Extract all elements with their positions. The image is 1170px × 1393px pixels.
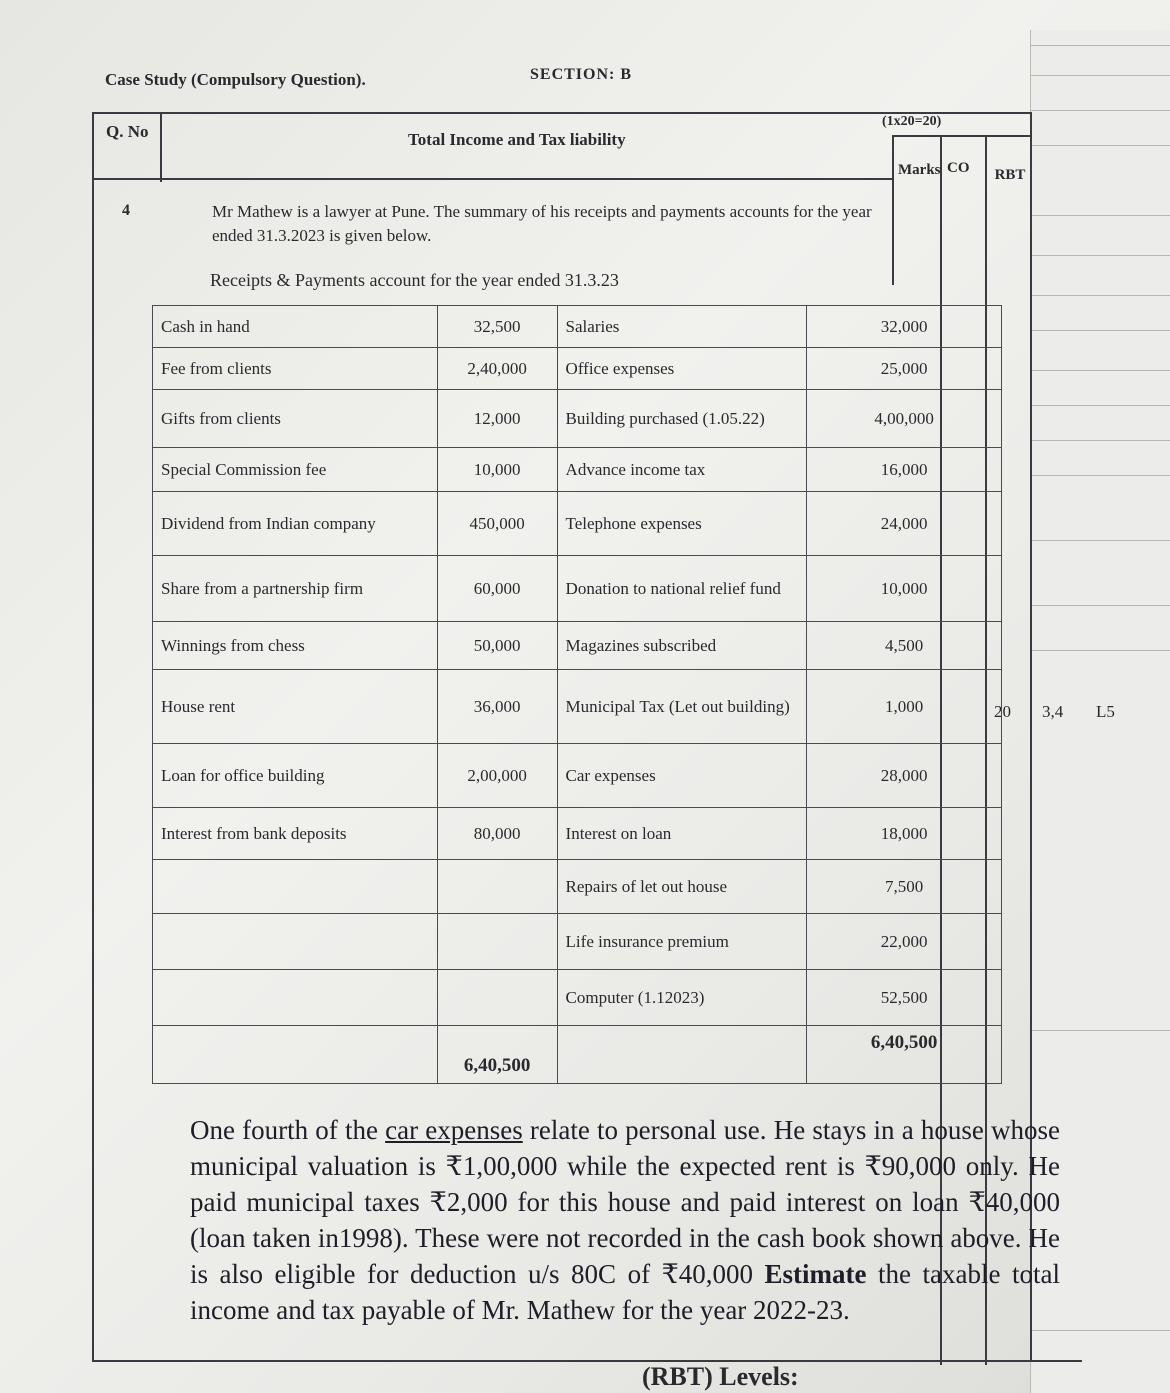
payment-amount: 10,000 (807, 556, 1002, 622)
table-row (153, 670, 1002, 744)
payment-amount: 7,500 (807, 860, 1002, 914)
receipt-amount: 2,40,000 (437, 348, 557, 390)
co-value: 3,4 (1042, 702, 1064, 721)
payment-amount: 28,000 (807, 744, 1002, 808)
table-row (153, 622, 1002, 670)
total-payments: 6,40,500 (807, 1026, 1002, 1084)
payment-amount: 16,000 (807, 448, 1002, 492)
receipt-item: Share from a partnership firm (153, 556, 438, 622)
receipt-item: Interest from bank deposits (153, 808, 438, 860)
payment-amount: 25,000 (807, 348, 1002, 390)
question-title: Total Income and Tax liability (408, 130, 626, 149)
receipt-item: Fee from clients (153, 348, 438, 390)
payment-item: Office expenses (557, 348, 807, 390)
receipt-amount: 80,000 (437, 808, 557, 860)
receipt-item: Dividend from Indian company (153, 492, 438, 556)
payment-item: Municipal Tax (Let out building) (557, 670, 807, 744)
total-receipts: 6,40,500 (437, 1026, 557, 1084)
payment-amount: 52,500 (807, 970, 1002, 1026)
payment-item: Magazines subscribed (557, 622, 807, 670)
table-row (153, 390, 1002, 448)
receipt-amount: 2,00,000 (437, 744, 557, 808)
marks-value: 20 (994, 702, 1011, 721)
receipt-item: Gifts from clients (153, 390, 438, 448)
marks-formula: (1x20=20) (882, 114, 942, 129)
table-row (153, 492, 1002, 556)
receipt-amount: 60,000 (437, 556, 557, 622)
receipt-amount (437, 860, 557, 914)
receipts-payments-table (152, 305, 1002, 1084)
receipt-item: Cash in hand (153, 306, 438, 348)
table-row (153, 448, 1002, 492)
section-heading: SECTION: B (530, 66, 633, 83)
payment-item: Repairs of let out house (557, 860, 807, 914)
payment-item: Car expenses (557, 744, 807, 808)
table-row (153, 914, 1002, 970)
payment-item: Donation to national relief fund (557, 556, 807, 622)
receipt-item: Special Commission fee (153, 448, 438, 492)
rbt-value: L5 (1096, 702, 1115, 721)
receipt-amount: 36,000 (437, 670, 557, 744)
rbt-column-header: RBT (994, 167, 1026, 183)
total-payment-label (557, 1026, 807, 1084)
table-row (153, 860, 1002, 914)
payment-amount: 4,500 (807, 622, 1002, 670)
receipt-amount: 12,000 (437, 390, 557, 448)
note-text-1: One fourth of the (190, 1115, 386, 1145)
payment-amount: 4,00,000 (807, 390, 1002, 448)
table-row (153, 306, 1002, 348)
co-column-header: CO (947, 160, 970, 176)
receipt-amount: 10,000 (437, 448, 557, 492)
total-receipt-label (153, 1026, 438, 1084)
payment-item: Life insurance premium (557, 914, 807, 970)
case-study-heading: Case Study (Compulsory Question). (105, 70, 366, 89)
question-note (190, 1112, 1060, 1328)
table-row (153, 556, 1002, 622)
qno-label: Q. No (106, 122, 149, 141)
grid-line-qno (160, 112, 162, 182)
table-row (153, 744, 1002, 808)
receipt-item: Loan for office building (153, 744, 438, 808)
marks-column-header: Marks (898, 162, 941, 178)
grid-line-header (92, 178, 892, 180)
note-text-2: relate to personal use. He stays in a house whose municipal valuation is ₹1,00,000 while the expected rent is ₹90,000 only. He paid municipal taxes ₹2,000 for this house and paid interest on loan ₹40,000 (loan taken in1998). These were not recorded in the cash book shown above. He is also eligible for deduction u/s 80C of ₹40,000 (190, 1115, 1060, 1289)
grid-line-bottom (92, 1360, 1082, 1362)
receipt-item (153, 914, 438, 970)
receipt-amount: 50,000 (437, 622, 557, 670)
payment-amount: 32,000 (807, 306, 1002, 348)
receipt-item (153, 860, 438, 914)
note-text-3: the taxable total income and tax payable of Mr. Mathew for the year 2022-23. (190, 1259, 1060, 1325)
receipt-amount (437, 914, 557, 970)
question-number: 4 (122, 202, 130, 219)
receipt-item: House rent (153, 670, 438, 744)
note-bold: Estimate (764, 1259, 867, 1289)
grid-line-left (92, 112, 94, 1362)
payment-amount: 22,000 (807, 914, 1002, 970)
payment-item: Advance income tax (557, 448, 807, 492)
question-intro: Mr Mathew is a lawyer at Pune. The summary of his receipts and payments accounts for the year ended 31.3.2023 is given below. (212, 202, 872, 245)
table-caption: Receipts & Payments account for the year ended 31.3.23 (210, 270, 619, 290)
payment-amount: 18,000 (807, 808, 1002, 860)
receipt-amount: 450,000 (437, 492, 557, 556)
payment-item: Interest on loan (557, 808, 807, 860)
payment-item: Computer (1.12023) (557, 970, 807, 1026)
receipt-item (153, 970, 438, 1026)
receipt-amount: 32,500 (437, 306, 557, 348)
note-underlined: car expenses (385, 1115, 523, 1145)
total-row (153, 1026, 1002, 1084)
table-row (153, 348, 1002, 390)
payment-item: Telephone expenses (557, 492, 807, 556)
grid-line-formula (892, 135, 1032, 137)
payment-amount: 1,000 (807, 670, 1002, 744)
receipt-amount (437, 970, 557, 1026)
payment-item: Salaries (557, 306, 807, 348)
payment-amount: 24,000 (807, 492, 1002, 556)
payment-item: Building purchased (1.05.22) (557, 390, 807, 448)
footer-partial: (RBT) Levels: (642, 1362, 799, 1391)
receipt-item: Winnings from chess (153, 622, 438, 670)
table-row (153, 808, 1002, 860)
table-row (153, 970, 1002, 1026)
